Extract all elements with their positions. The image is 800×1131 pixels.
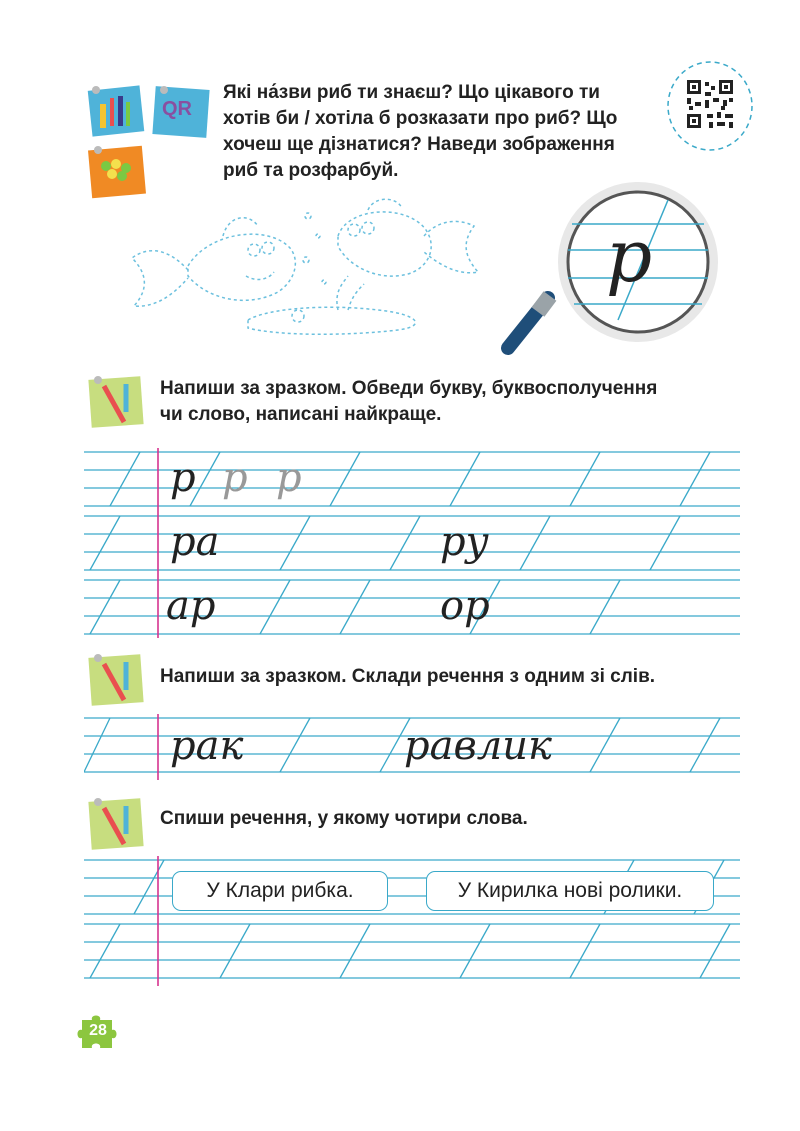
magnifier-letter: р	[606, 214, 653, 298]
task3-instruction: Спиши речення, у якому чотири слова.	[160, 808, 528, 829]
task1-trace-letter-2: р	[276, 455, 302, 501]
writing-task-icon-2	[86, 650, 146, 710]
task1-trace-letter-1: р	[222, 455, 248, 501]
intro-line-3: хочеш ще дізнатися? Наведи зображення	[223, 134, 615, 155]
page-number-badge	[76, 1012, 120, 1052]
magnifier-illustration	[498, 180, 748, 360]
task1-instruction-line-1: Напиши за зразком. Обведи букву, буквосполучення	[160, 378, 658, 399]
intro-line-2: хотів би / хотіла б розказати про риб? Що	[223, 108, 618, 129]
sentence-option-1[interactable]: У Клари рибка.	[172, 871, 388, 911]
sentence-option-2[interactable]: У Кирилка нові ролики.	[426, 871, 714, 911]
task2-instruction: Напиши за зразком. Склади речення з одним зі слів.	[160, 666, 656, 687]
task2-word-right: равлик	[404, 723, 552, 769]
art-note-icon	[86, 82, 146, 138]
intro-line-1: Які на́зви риб ти знаєш? Що цікавого ти	[223, 82, 600, 103]
qr-code[interactable]	[665, 58, 755, 154]
writing-task-icon	[86, 372, 146, 432]
task2-word-left: рак	[170, 723, 244, 769]
task1-row2-left: ра	[170, 519, 220, 565]
intro-line-4: риб та розфарбуй.	[223, 160, 399, 181]
fish-illustration	[128, 196, 488, 338]
task1-letter-sample: р	[170, 455, 196, 501]
qr-note-label: QR	[162, 98, 192, 120]
qr-note-icon	[150, 82, 212, 140]
page-number: 28	[89, 1022, 107, 1039]
task1-row2-right: ру	[440, 519, 489, 565]
game-note-icon	[86, 142, 148, 200]
task1-row3-right: ор	[440, 583, 490, 629]
writing-task-icon-3	[86, 794, 146, 854]
task1-instruction	[160, 376, 750, 428]
task1-instruction-line-2: чи слово, написані найкраще.	[160, 404, 442, 425]
task1-row3-left: ар	[166, 583, 216, 629]
intro-question	[223, 80, 663, 184]
